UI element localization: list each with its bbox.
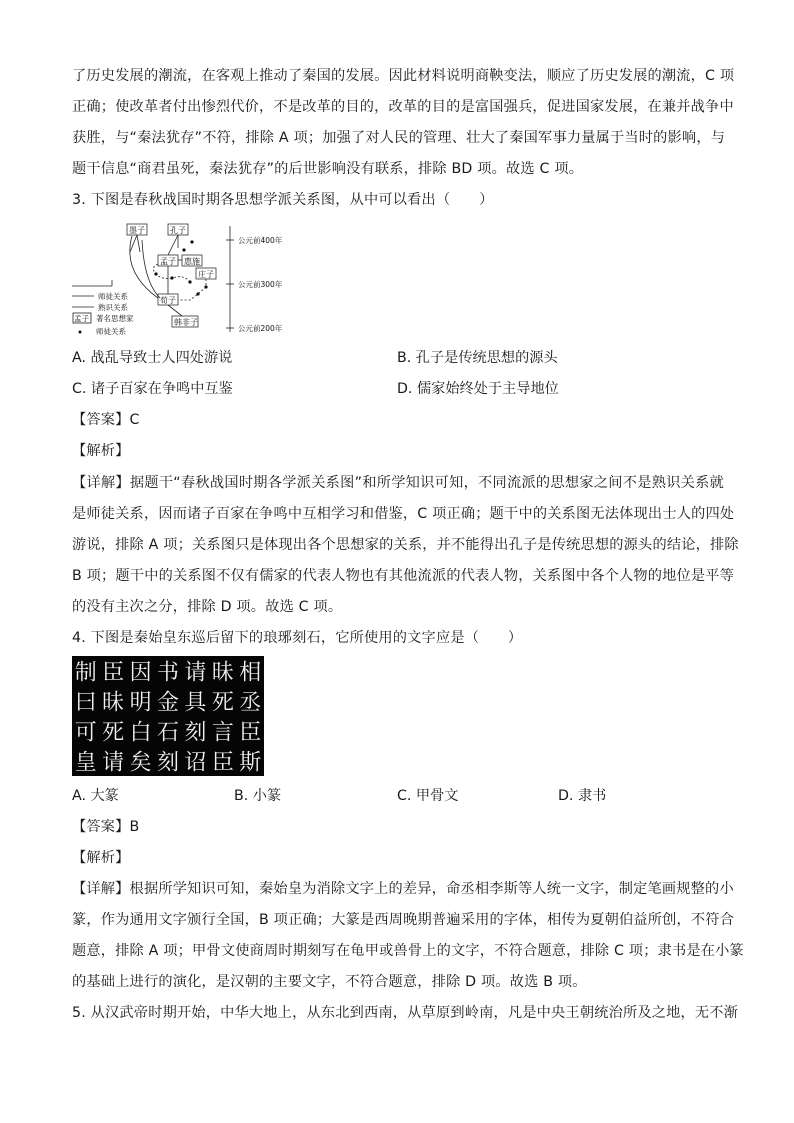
q3-option-d: D. 儒家始终处于主导地位: [397, 381, 559, 397]
inscription-glyph: 金: [156, 690, 180, 716]
inscription-glyph: 丞: [239, 690, 262, 716]
legend-teacher-student-dot: 师徒关系: [96, 327, 126, 336]
inscription-glyph: 具: [184, 690, 207, 716]
inscription-glyph: 白: [129, 720, 152, 746]
inscription-glyph: 石: [156, 720, 180, 746]
q3-option-c: C. 诸子百家在争鸣中互鉴: [72, 381, 233, 397]
q3-detail-line: 【详解】据题干“春秋战国时期各学派关系图”和所学知识可知，不同流派的思想家之间不是熟识关系就: [72, 475, 724, 491]
question-3-stem: 3. 下图是春秋战国时期各思想学派关系图，从中可以看出（ ）: [72, 192, 494, 208]
q3-detail-line: 游说，排除 A 项；关系图只是体现出各个思想家的关系，并不能得出孔子是传统思想的源头的结论，排除: [72, 537, 739, 553]
q4-answer: 【答案】B: [72, 819, 140, 835]
q4-detail-line: 篆，作为通用文字颁行全国，B 项正确；大篆是西周晚期普遍采用的字体，相传为夏朝伯益所创，不符合: [72, 912, 735, 928]
q4-option-d: D. 隶书: [558, 788, 607, 804]
inscription-glyph: 制: [74, 660, 97, 686]
paragraph-line: 了历史发展的潮流，在客观上推动了秦国的发展。因此材料说明商鞅变法，顺应了历史发展的潮流，C 项: [72, 68, 735, 84]
paragraph-line: 获胜，与“秦法犹存”不符，排除 A 项；加强了对人民的管理、壮大了秦国军事力量属于当时的影响，与: [72, 130, 726, 146]
inscription-glyph: 臣: [239, 720, 262, 746]
inscription-glyph: 昧: [211, 660, 234, 686]
inscription-glyph: 斯: [239, 750, 262, 776]
inscription-glyph: 明: [129, 690, 152, 716]
inscription-glyph: 臣: [211, 750, 234, 776]
paragraph-line: 正确；使改革者付出惨烈代价，不是改革的目的，改革的目的是富国强兵，促进国家发展，在兼并战争中: [72, 99, 734, 115]
timeline-200bc: 公元前200年: [238, 324, 283, 333]
inscription-glyph: 昧: [102, 690, 125, 716]
inscription-glyph: 臣: [102, 660, 125, 686]
inscription-glyph: 因: [129, 660, 152, 686]
q3-detail-line: 是师徒关系，因而诸子百家在争鸣中互相学习和借鉴，C 项正确；题干中的关系图无法体现出士人的四处: [72, 506, 735, 522]
q4-option-b: B. 小篆: [234, 788, 282, 804]
legend-thinker: 著名思想家: [96, 314, 134, 323]
langya-inscription-image: [72, 656, 264, 776]
node-xunzi: 荀子: [160, 296, 176, 305]
inscription-glyph: 皇: [74, 750, 97, 776]
school-relationship-diagram: [72, 222, 302, 340]
inscription-glyph: 诏: [184, 750, 207, 776]
inscription-glyph: 言: [211, 720, 234, 746]
q4-detail-line: 题意，排除 A 项；甲骨文使商周时期刻写在龟甲或兽骨上的文字，不符合题意，排除 C 项；隶书是在小篆: [72, 943, 744, 959]
inscription-glyph: 曰: [74, 690, 97, 716]
timeline-300bc: 公元前300年: [238, 280, 283, 289]
question-5-stem: 5. 从汉武帝时期开始，中华大地上，从东北到西南，从草原到岭南，凡是中央王朝统治所及之地，无不渐: [72, 1005, 739, 1021]
paragraph-line: 题干信息“商君虽死，秦法犹存”的后世影响没有联系，排除 BD 项。故选 C 项。: [72, 161, 584, 177]
q4-analysis-label: 【解析】: [72, 850, 130, 866]
inscription-glyph: 相: [239, 660, 262, 686]
inscription-glyph: 矣: [129, 750, 152, 776]
q3-analysis-label: 【解析】: [72, 443, 130, 459]
legend-teacher-student: 师徒关系: [98, 292, 128, 301]
node-kongzi: 孔子: [170, 226, 186, 235]
q3-detail-line: B 项；题干中的关系图不仅有儒家的代表人物也有其他流派的代表人物，关系图中各个人物的地位是平等: [72, 568, 735, 584]
legend-sample-node: 孟子: [74, 314, 89, 323]
timeline-400bc: 公元前400年: [238, 236, 283, 245]
q4-option-a: A. 大篆: [72, 788, 119, 804]
inscription-glyph: 可: [74, 720, 97, 746]
legend-acquaintance: 熟识关系: [98, 303, 128, 312]
question-4-stem: 4. 下图是秦始皇东巡后留下的琅琊刻石，它所使用的文字应是（ ）: [72, 630, 523, 646]
inscription-glyph: 刻: [184, 720, 207, 746]
q4-detail-line: 【详解】根据所学知识可知，秦始皇为消除文字上的差异，命丞相李斯等人统一文字，制定笔画规整的小: [72, 881, 734, 897]
inscription-glyph: 书: [156, 660, 180, 686]
node-hanfeizi: 韩非子: [174, 318, 198, 327]
q4-option-c: C. 甲骨文: [397, 788, 459, 804]
q3-option-a: A. 战乱导致士人四处游说: [72, 350, 233, 366]
q4-detail-line: 的基础上进行的演化，是汉朝的主要文字，不符合题意，排除 D 项。故选 B 项。: [72, 974, 587, 990]
inscription-glyph: 死: [211, 690, 234, 716]
inscription-glyph: 刻: [156, 750, 180, 776]
node-mengzi: 孟子: [160, 257, 176, 266]
node-mozi: 墨子: [129, 226, 145, 235]
inscription-glyph: 死: [102, 720, 125, 746]
q3-option-b: B. 孔子是传统思想的源头: [397, 350, 558, 366]
q3-detail-line: 的没有主次之分，排除 D 项。故选 C 项。: [72, 599, 343, 615]
q3-answer: 【答案】C: [72, 412, 140, 428]
inscription-glyph: 请: [184, 660, 207, 686]
inscription-glyph: 请: [102, 750, 125, 776]
node-zhuangzi: 庄子: [198, 270, 214, 279]
node-huishi: 惠施: [184, 257, 200, 266]
